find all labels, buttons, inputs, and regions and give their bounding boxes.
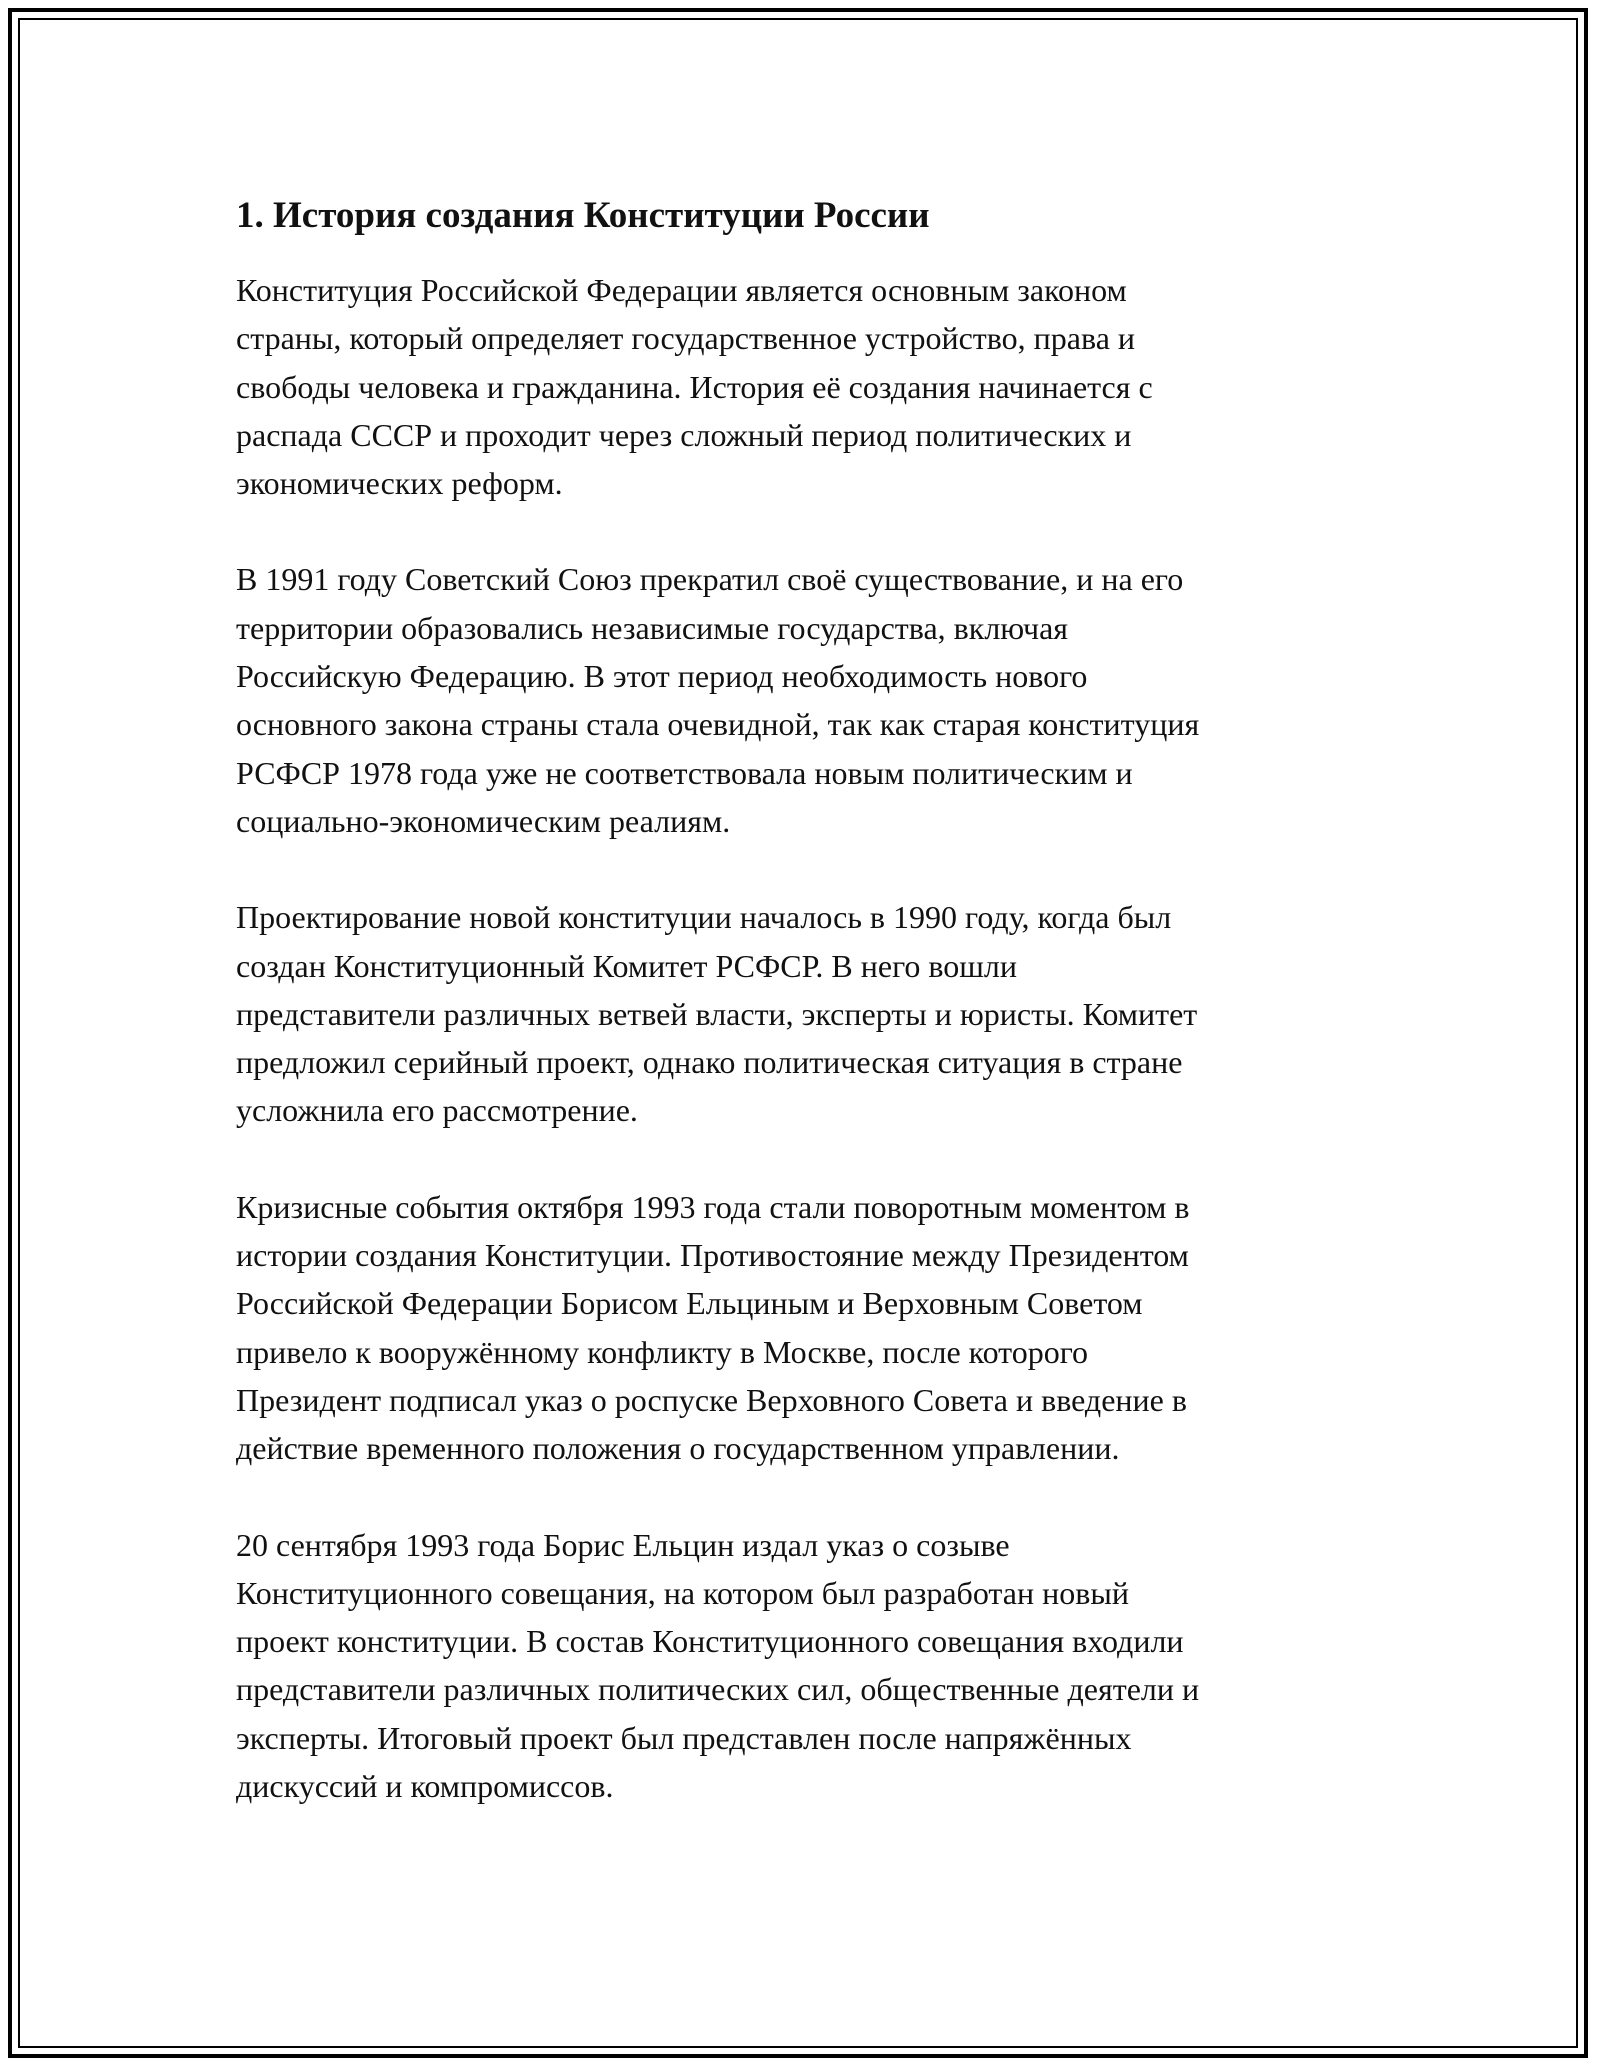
- text-line: проект конституции. В состав Конституционного совещания входили: [236, 1623, 1184, 1660]
- text-line: усложнила его рассмотрение.: [236, 1092, 638, 1129]
- paragraph-4: [236, 1183, 1366, 1473]
- text-line: территории образовались независимые государства, включая: [236, 609, 1068, 646]
- text-line: Российской Федерации Борисом Ельциным и Верховным Советом: [236, 1285, 1143, 1322]
- text-line: социально-экономическим реалиям.: [236, 802, 731, 839]
- text-line: представители различных политических сил, общественные деятели и: [236, 1671, 1200, 1708]
- document-body: [236, 192, 1366, 1858]
- text-line: основного закона страны стала очевидной, так как старая конституция: [236, 706, 1200, 743]
- text-line: экономических реформ.: [236, 465, 563, 502]
- text-line: дискуссий и компромиссов.: [236, 1768, 614, 1805]
- paragraph-2: [236, 555, 1366, 845]
- text-line: Кризисные события октября 1993 года стали поворотным моментом в: [236, 1188, 1190, 1225]
- text-line: распада СССР и проходит через сложный период политических и: [236, 416, 1132, 453]
- section-title: 1. История создания Конституции России: [236, 195, 930, 236]
- text-line: страны, который определяет государственное устройство, права и: [236, 320, 1136, 357]
- text-line: РСФСР 1978 года уже не соответствовала новым политическим и: [236, 754, 1133, 791]
- text-line: В 1991 году Советский Союз прекратил своё существование, и на его: [236, 561, 1184, 598]
- text-line: Проектирование новой конституции началось в 1990 году, когда был: [236, 899, 1172, 936]
- text-line: создан Конституционный Комитет РСФСР. В него вошли: [236, 947, 1018, 984]
- text-line: 20 сентября 1993 года Борис Ельцин издал указ о созыве: [236, 1526, 1010, 1563]
- paragraph-3: [236, 893, 1366, 1134]
- text-line: предложил серийный проект, однако политическая ситуация в стране: [236, 1044, 1183, 1081]
- text-line: свободы человека и гражданина. История её создания начинается с: [236, 368, 1153, 405]
- text-line: эксперты. Итоговый проект был представлен после напряжённых: [236, 1719, 1132, 1756]
- paragraph-5: [236, 1521, 1366, 1811]
- text-line: истории создания Конституции. Противостояние между Президентом: [236, 1237, 1189, 1274]
- text-line: Российскую Федерацию. В этот период необходимость нового: [236, 658, 1088, 695]
- text-line: привело к вооружённому конфликту в Москве, после которого: [236, 1333, 1089, 1370]
- text-line: Президент подписал указ о роспуске Верховного Совета и введение в: [236, 1381, 1187, 1418]
- paragraph-1: [236, 266, 1366, 507]
- text-line: представители различных ветвей власти, эксперты и юристы. Комитет: [236, 995, 1198, 1032]
- text-line: действие временного положения о государственном управлении.: [236, 1430, 1120, 1467]
- text-line: Конституционного совещания, на котором был разработан новый: [236, 1574, 1129, 1611]
- text-line: Конституция Российской Федерации является основным законом: [236, 272, 1127, 308]
